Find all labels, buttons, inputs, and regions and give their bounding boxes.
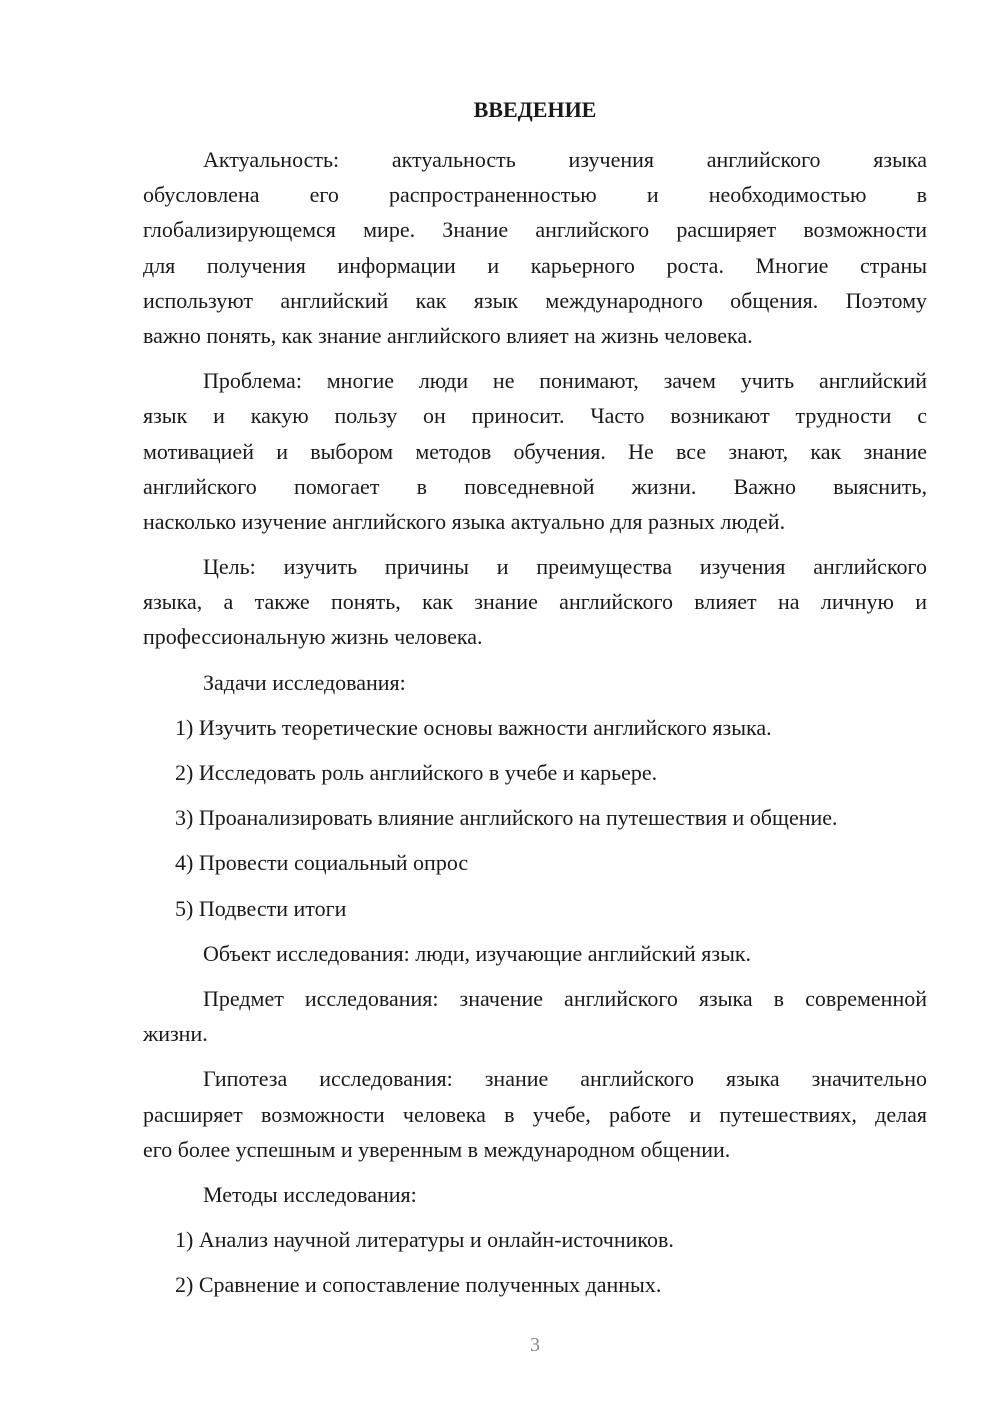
text-line: 1) Анализ научной литературы и онлайн-источников.	[175, 1227, 674, 1253]
paragraph	[143, 936, 927, 971]
paragraph	[143, 1177, 927, 1212]
text-line: Методы исследования:	[203, 1181, 417, 1207]
text-line: расширяет возможности человека в учебе, работе и путешествиях, делая	[143, 1101, 927, 1127]
text-line: английского помогает в повседневной жизни. Важно выяснить,	[143, 473, 927, 499]
text-line: языка, а также понять, как знание английского влияет на личную и	[143, 589, 927, 615]
document-page	[143, 92, 927, 1302]
text-line: 5) Подвести итоги	[175, 895, 347, 921]
text-line: 2) Сравнение и сопоставление полученных данных.	[175, 1272, 662, 1298]
text-line: профессиональную жизнь человека.	[143, 624, 483, 650]
text-line: Объект исследования: люди, изучающие английский язык.	[203, 940, 752, 966]
list-item	[143, 755, 927, 790]
text-line: Задачи исследования:	[203, 669, 406, 695]
text-line: Цель: изучить причины и преимущества изучения английского	[203, 554, 927, 580]
text-line: для получения информации и карьерного роста. Многие страны	[143, 252, 927, 278]
list-item	[143, 1267, 927, 1302]
text-line: используют английский как язык международного общения. Поэтому	[143, 287, 927, 313]
paragraph	[143, 363, 927, 539]
text-line: Актуальность: актуальность изучения английского языка	[203, 147, 927, 172]
text-line: Гипотеза исследования: знание английского языка значительно	[203, 1066, 927, 1092]
paragraph	[143, 665, 927, 700]
paragraph	[143, 1061, 927, 1167]
page-number: 3	[530, 1334, 540, 1356]
text-line: 1) Изучить теоретические основы важности английского языка.	[175, 714, 772, 740]
text-line: глобализирующемся мире. Знание английского расширяет возможности	[143, 217, 927, 243]
text-line: мотивацией и выбором методов обучения. Не все знают, как знание	[143, 438, 927, 464]
list-item	[143, 710, 927, 745]
text-line: насколько изучение английского языка актуально для разных людей.	[143, 508, 786, 534]
text-line: 2) Исследовать роль английского в учебе и карьере.	[175, 760, 658, 785]
text-line: Предмет исследования: значение английского языка в современной	[203, 985, 927, 1011]
paragraph	[143, 981, 927, 1051]
list-item	[143, 800, 927, 835]
list-item	[143, 891, 927, 926]
document-body	[143, 142, 927, 1302]
list-item	[143, 1222, 927, 1257]
text-line: жизни.	[143, 1021, 208, 1047]
text-line: обусловлена его распространенностью и необходимостью в	[143, 182, 927, 208]
paragraph	[143, 142, 927, 353]
text-line: 4) Провести социальный опрос	[175, 850, 469, 876]
text-line: Проблема: многие люди не понимают, зачем учить английский	[203, 368, 927, 394]
text-line: 3) Проанализировать влияние английского на путешествия и общение.	[175, 805, 838, 831]
paragraph	[143, 549, 927, 655]
text-line: язык и какую пользу он приносит. Часто возникают трудности с	[143, 403, 927, 429]
page-title: ВВЕДЕНИЕ	[473, 97, 597, 122]
text-line: важно понять, как знание английского влияет на жизнь человека.	[143, 322, 753, 348]
text-line: его более успешным и уверенным в международном общении.	[143, 1136, 731, 1162]
list-item	[143, 845, 927, 880]
